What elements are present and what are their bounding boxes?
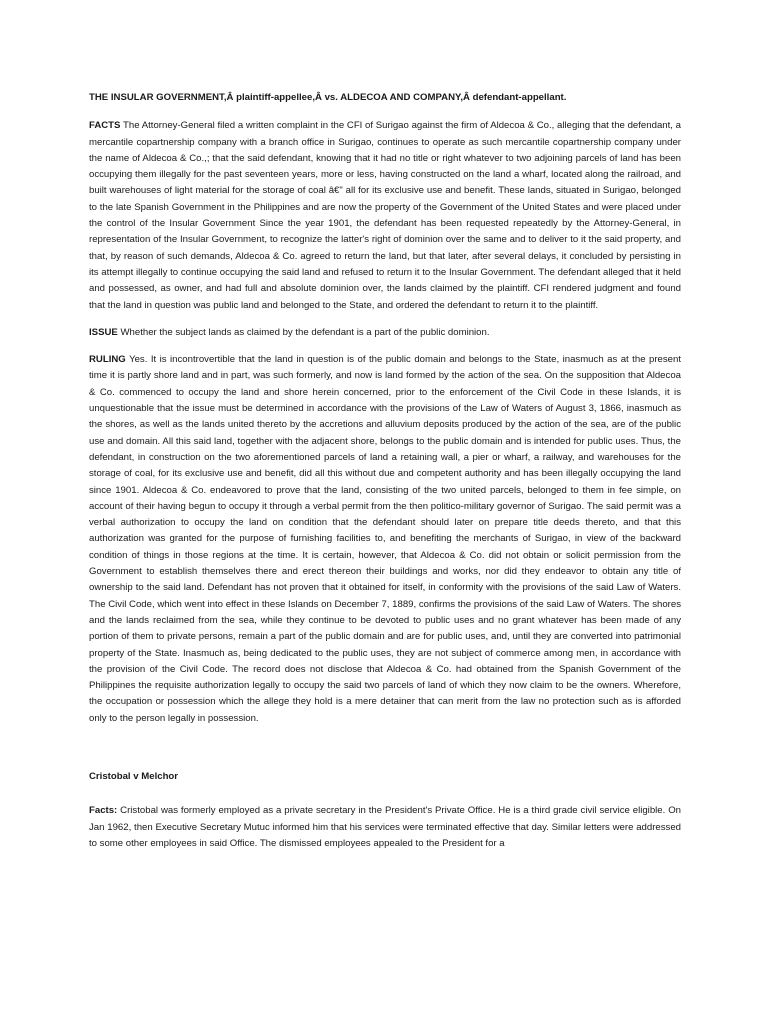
ruling-label: RULING (89, 354, 126, 366)
facts-text: The Attorney-General filed a written complaint in the CFI of Surigao against the firm of Aldecoa & Co., alleging that the defendant, a mercantile copartnership company with a branch office in Surigao, continues to operate as such mercantile copartnership company under the name of Aldecoa & Co.,; that the said defendant, knowing that it had no title or right whatever to two adjoining parcels of land has been occupying them illegally for the past seventeen years, more or less, having constructed on the land a wharf, located along the railroad, and built warehouses of light material for the storage of coal â€" all for its exclusive use and benefit. These lands, situated in Surigao, belonged to the late Spanish Government in the Philippines and are now the property of the Government of the United States and were placed under the control of the Insular Government Since the year 1901, the defendant has been requested repeatedly by the Attorney-General, in representation of the Insular Government, to recognize the latter's right of dominion over the same and to deliver to it the said property, and that, by reason of such demands, Aldecoa & Co. agreed to return the land, but that later, after several delays, it concluded by persisting in its attempt illegally to continue occupying the said land and refused to return it to the Insular Government. The defendant alleged that it held and possessed, as owner, and had full and absolute dominion over, the lands claimed by the plaintiff. CFI rendered judgment and found that the land in question was public land and belonged to the State, and ordered the defendant to return it to the plaintiff. (89, 120, 681, 311)
second-case-title: Cristobal v Melchor (89, 770, 179, 782)
second-case-facts-label: Facts: (89, 805, 118, 817)
case-title: THE INSULAR GOVERNMENT,Â plaintiff-appellee,Â vs. ALDECOA AND COMPANY,Â defendant-appellant. (89, 92, 567, 103)
second-case-facts-text: Cristobal was formerly employed as a private secretary in the President's Private Office. He is a third grade civil service eligible. On Jan 1962, then Executive Secretary Mutuc informed him that his services were terminated effective that day. Similar letters were addressed to some other employees in said Office. The dismissed employees appealed to the President for a (89, 805, 681, 849)
ruling-paragraph (89, 352, 681, 727)
second-case-facts-paragraph (89, 803, 681, 852)
ruling-text: Yes. It is incontrovertible that the land in question is of the public domain and belongs to the State, inasmuch as at the present time it is partly shore land and in part, was such formerly, and now is land formed by the action of the sea. On the supposition that Aldecoa & Co. commenced to occupy the land and shore herein concerned, prior to the enforcement of the Civil Code in these Islands, it is unquestionable that the issue must be determined in accordance with the provisions of the Law of Waters of August 3, 1866, inasmuch as the shores, as well as the lands united thereto by the accretions and alluvium deposits produced by the action of the sea, are of the public use and domain. All this said land, together with the adjacent shore, belongs to the public domain and is intended for public uses. Thus, the defendant, in construction on the two aforementioned parcels of land a retaining wall, a pier or wharf, a railway, and warehouses for the storage of coal, for its exclusive use and benefit, did all this without due and competent authority and has been illegally occupying the land since 1901. Aldecoa & Co. endeavored to prove that the land, consisting of the two united parcels, belonged to them in fee simple, on account of their having begun to occupy it through a verbal permit from the then politico-military governor of Surigao. The said permit was a verbal authorization to occupy the land on condition that the defendant should later on prepare title deeds thereto, and that this authorization was granted for the purpose of furnishing facilities to, and benefiting the merchants of Surigao, in view of the backward condition of things in those regions at the time. It is certain, however, that Aldecoa & Co. did not obtain or solicit permission from the Government to establish themselves there and erect thereon their buildings and works, nor did they endeavor to obtain any title of ownership to the said land. Defendant has not proven that it obtained for itself, in conformity with the provisions of the said Law of Waters. The Civil Code, which went into effect in these Islands on December 7, 1889, confirms the provisions of the said Law of Waters. The shores and the lands reclaimed from the sea, while they continue to be devoted to public uses and no grant whatever has been made of any portion of them to private persons, remain a part of the public domain and are for public uses, and, until they are converted into patrimonial property of the State. Inasmuch as, being dedicated to the public uses, they are not subject of commerce among men, in accordance with the provision of the Civil Code. The record does not disclose that Aldecoa & Co. had obtained from the Spanish Government of the Philippines the requisite authorization legally to occupy the said two parcels of land of which they now claim to be the owners. Wherefore, the occupation or possession which the allege they hold is a mere detainer that can merit from the law no protection such as is afforded only to the person legally in possession. (89, 354, 681, 724)
issue-label: ISSUE (89, 326, 118, 338)
issue-paragraph (89, 325, 681, 341)
facts-paragraph (89, 118, 681, 314)
facts-label: FACTS (89, 120, 121, 132)
document-page (89, 90, 681, 852)
issue-text: Whether the subject lands as claimed by the defendant is a part of the public dominion. (117, 326, 490, 338)
